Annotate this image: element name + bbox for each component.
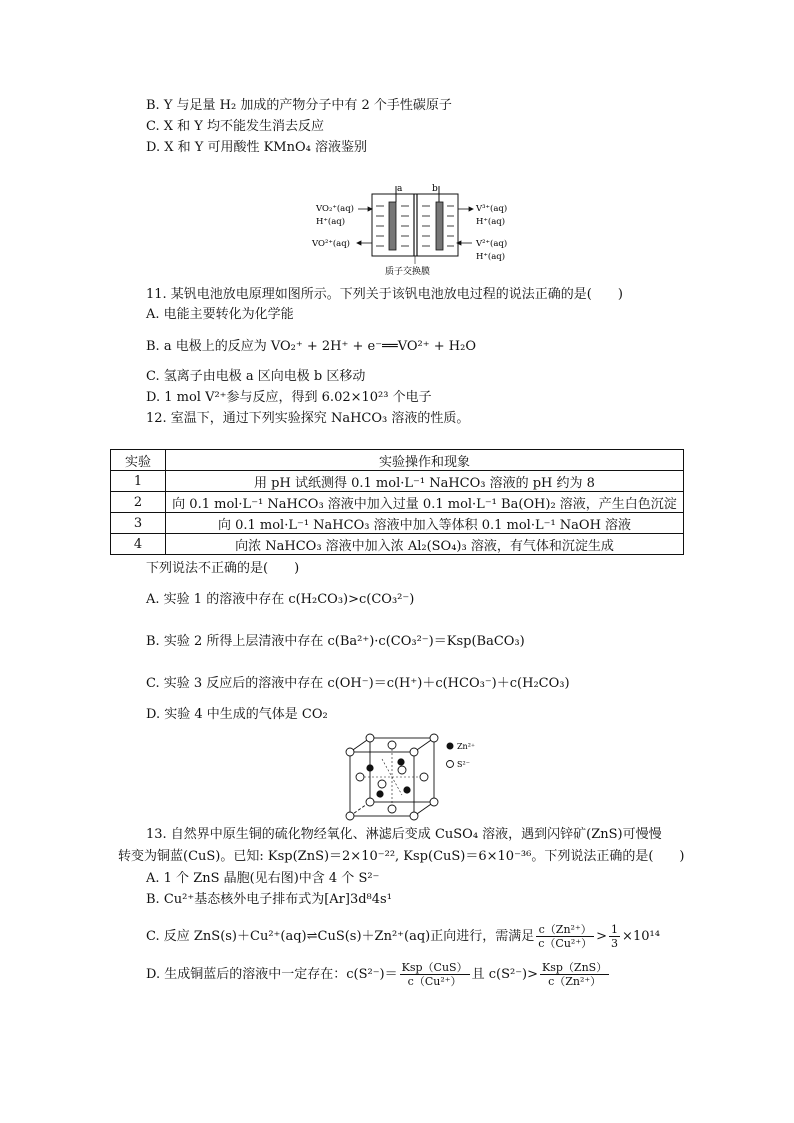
membrane-label: 质子交换膜 [385,267,431,277]
legend-s-label: S²⁻ [457,760,470,769]
electrode-b-label: b [432,184,438,194]
table-row [111,513,684,534]
table-cell-desc: 向 0.1 mol·L⁻¹ NaHCO₃ 溶液中加入等体积 0.1 mol·L⁻¹ NaOH 溶液 [166,513,684,534]
q12-option-c[interactable]: C. 实验 3 反应后的溶液中存在 c(OH⁻)＝c(H⁺)＋c(HCO₃⁻)＋c(H₂CO₃) [146,676,570,691]
q12-prompt: 下列说法不正确的是( ) [146,561,300,576]
q13-option-c[interactable] [146,922,660,952]
fraction-numerator: 1 [611,923,619,936]
right-bottom-species-1: V²⁺(aq) [476,239,508,249]
q11-option-d[interactable]: D. 1 mol V²⁺参与反应，得到 6.02×10²³ 个电子 [146,390,432,405]
table-header-row [111,450,684,471]
vanadium-battery-diagram [310,180,520,280]
ksp-cus-numerator: Ksp（CuS） [401,961,468,974]
q13-stem-line-2: 转变为铜蓝(CuS)。已知: Ksp(ZnS)＝2×10⁻²², Ksp(CuS)＝6×10⁻³⁶。下列说法正确的是( ) [118,849,685,864]
ratio-denominator: c（Cu²⁺） [538,937,593,950]
q11-option-c[interactable]: C. 氢离子由电极 a 区向电极 b 区移动 [146,369,366,384]
q13-option-d[interactable] [146,960,611,990]
zns-unit-cell-diagram [340,732,490,822]
q11-option-b[interactable]: B. a 电极上的反应为 VO₂⁺ + 2H⁺ + e⁻══VO²⁺ + H₂O [146,339,476,354]
left-mid-species: H⁺(aq) [316,217,346,227]
q13-option-c-power: ×10¹⁴ [622,929,660,944]
q10-option-d[interactable]: D. X 和 Y 可用酸性 KMnO₄ 溶液鉴别 [146,140,367,155]
right-mid-species: H⁺(aq) [476,217,506,227]
q12-option-b[interactable]: B. 实验 2 所得上层清液中存在 c(Ba²⁺)·c(CO₃²⁻)＝Ksp(BaCO₃) [146,634,525,649]
q13-stem-line-1: 13. 自然界中原生铜的硫化物经氧化、淋滤后变成 CuSO₄ 溶液，遇到闪锌矿(ZnS)可慢慢 [146,827,662,842]
legend-zn-label: Zn²⁺ [457,742,476,751]
ksp-zns-numerator: Ksp（ZnS） [542,961,608,974]
q10-option-c[interactable]: C. X 和 Y 均不能发生消去反应 [146,119,324,134]
q13-option-a[interactable]: A. 1 个 ZnS 晶胞(见右图)中含 4 个 S²⁻ [146,871,380,886]
q13-option-d-middle: 且 c(S²⁻)> [471,967,539,982]
left-top-species: VO₂⁺(aq) [316,204,354,214]
table-cell-desc: 向浓 NaHCO₃ 溶液中加入浓 Al₂(SO₄)₃ 溶液，有气体和沉淀生成 [166,534,684,555]
table-cell-no: 3 [111,513,166,534]
greater-than-sign: > [596,929,608,944]
table-header-operation: 实验操作和现象 [166,450,684,471]
q11-stem: 11. 某钒电池放电原理如图所示。下列关于该钒电池放电过程的说法正确的是( ) [146,287,623,302]
ksp-zns-denominator: c（Zn²⁺） [548,975,602,988]
q13-option-c-text: C. 反应 ZnS(s)＋Cu²⁺(aq)⇌CuS(s)＋Zn²⁺(aq)正向进行，需满足 [146,929,535,944]
one-third-fraction [609,923,620,950]
table-cell-no: 1 [111,471,166,492]
table-cell-desc: 用 pH 试纸测得 0.1 mol·L⁻¹ NaHCO₃ 溶液的 pH 约为 8 [166,471,684,492]
table-header-experiment: 实验 [111,450,166,471]
q12-stem: 12. 室温下，通过下列实验探究 NaHCO₃ 溶液的性质。 [146,411,470,426]
table-row [111,534,684,555]
ksp-cus-fraction [400,961,470,988]
q11-option-a[interactable]: A. 电能主要转化为化学能 [146,307,294,322]
q13-option-b[interactable]: B. Cu²⁺基态核外电子排布式为[Ar]3d⁸4s¹ [146,892,392,907]
table-cell-no: 4 [111,534,166,555]
ratio-numerator: c（Zn²⁺） [536,923,594,937]
table-row [111,471,684,492]
q12-option-a[interactable]: A. 实验 1 的溶液中存在 c(H₂CO₃)>c(CO₃²⁻) [146,592,415,607]
ksp-zns-fraction [540,961,609,988]
table-row [111,492,684,513]
ksp-cus-denominator: c（Cu²⁺） [407,975,462,988]
table-cell-no: 2 [111,492,166,513]
left-bottom-species: VO²⁺(aq) [312,239,350,249]
right-bottom-species-2: H⁺(aq) [476,252,506,262]
q13-option-d-text: D. 生成铜蓝后的溶液中一定存在：c(S²⁻)＝ [146,967,398,982]
fraction-denominator: 3 [611,937,619,950]
experiment-table [110,449,684,555]
electrode-a-label: a [397,184,403,194]
table-cell-desc: 向 0.1 mol·L⁻¹ NaHCO₃ 溶液中加入过量 0.1 mol·L⁻¹ Ba(OH)₂ 溶液，产生白色沉淀 [166,492,684,513]
right-top-species: V³⁺(aq) [476,204,508,214]
q10-option-b[interactable]: B. Y 与足量 H₂ 加成的产物分子中有 2 个手性碳原子 [146,98,452,113]
q12-option-d[interactable]: D. 实验 4 中生成的气体是 CO₂ [146,707,328,722]
q13-option-c-ratio [536,923,594,950]
